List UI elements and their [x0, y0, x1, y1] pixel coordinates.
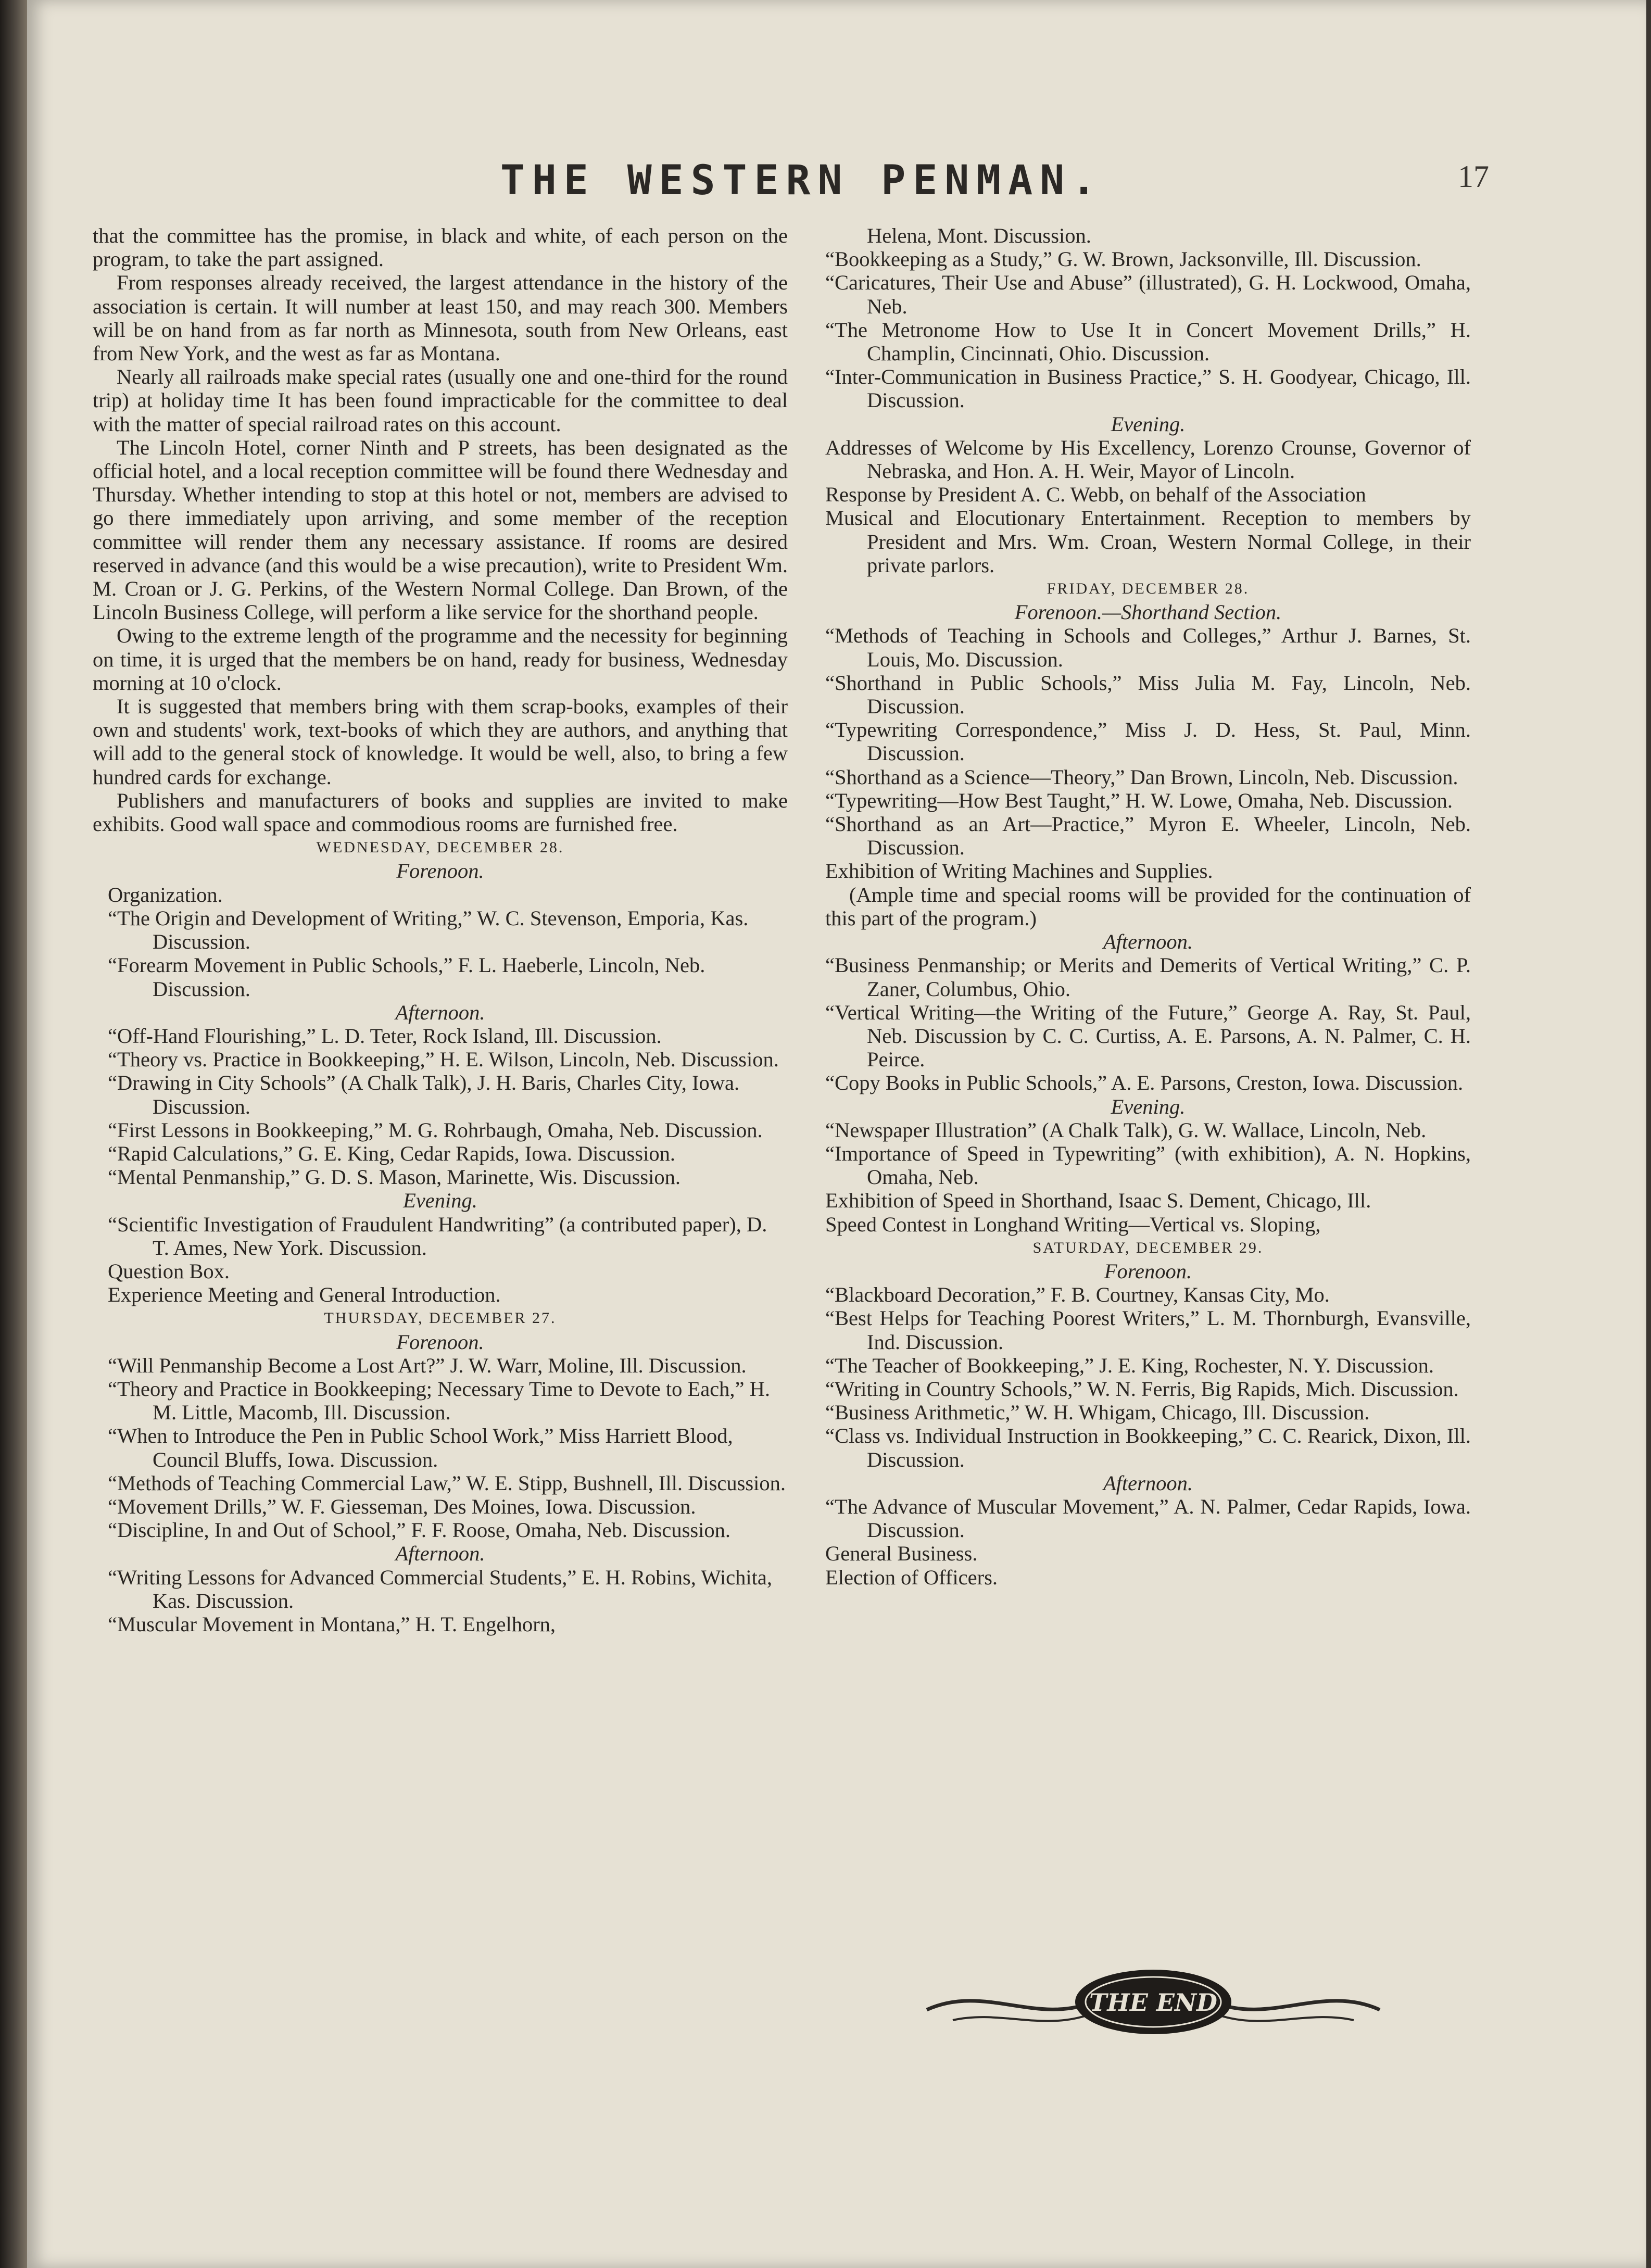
program-item: “Will Penmanship Become a Lost Art?” J. W. Warr, Moline, Ill. Discussion. — [108, 1353, 747, 1377]
program-item: “Typewriting—How Best Taught,” H. W. Lowe, Omaha, Neb. Discussion. — [825, 788, 1453, 812]
session-heading: Afternoon. — [1103, 930, 1193, 954]
program-item: “Bookkeeping as a Study,” G. W. Brown, Jacksonville, Ill. Discussion. — [825, 247, 1421, 271]
continued-line: Helena, Mont. Discussion. — [867, 224, 1091, 247]
program-item: “Importance of Speed in Typewriting” (with exhibition), A. N. Hopkins, Omaha, Neb. — [825, 1141, 1471, 1189]
paragraph: Owing to the extreme length of the programme and the necessity for beginning on time, it is urged that the members be on hand, ready for business, Wednesday morning at 10 o'clock. — [93, 624, 788, 695]
program-item: Response by President A. C. Webb, on behalf of the Association — [825, 483, 1366, 507]
program-list — [825, 1118, 1471, 1236]
program-list — [825, 436, 1471, 577]
program-item: “Writing Lessons for Advanced Commercial Students,” E. H. Robins, Wichita, Kas. Discussion. — [108, 1565, 773, 1612]
note: (Ample time and special rooms will be provided for the continuation of this part of the program.) — [825, 883, 1471, 930]
program-item: “Shorthand in Public Schools,” Miss Julia M. Fay, Lincoln, Neb. Discussion. — [825, 671, 1471, 719]
program-item: “Muscular Movement in Montana,” H. T. Engelhorn, — [108, 1612, 556, 1636]
program-item: “Typewriting Correspondence,” Miss J. D. Hess, St. Paul, Minn. Discussion. — [825, 718, 1471, 765]
program-item: “Blackboard Decoration,” F. B. Courtney, Kansas City, Mo. — [825, 1283, 1330, 1307]
program-item: “Vertical Writing—the Writing of the Future,” George A. Ray, St. Paul, Neb. Discussion by C. C. Curtiss, A. E. Parsons, A. N. Palmer, C. H. Peirce. — [825, 1000, 1471, 1072]
day-heading: FRIDAY, DECEMBER 28. — [1047, 580, 1250, 598]
paragraph: Publishers and manufacturers of books and supplies are invited to make exhibits. Good wall space and commodious rooms are furnished free. — [93, 788, 788, 836]
program-item: “The Origin and Development of Writing,” W. C. Stevenson, Emporia, Kas. Discussion. — [108, 906, 749, 954]
program-item: “First Lessons in Bookkeeping,” M. G. Rohrbaugh, Omaha, Neb. Discussion. — [108, 1118, 763, 1142]
program-item: “The Advance of Muscular Movement,” A. N. Palmer, Cedar Rapids, Iowa. Discussion. — [825, 1494, 1471, 1542]
day-heading: THURSDAY, DECEMBER 27. — [324, 1309, 557, 1327]
program-item: “Business Arithmetic,” W. H. Whigam, Chicago, Ill. Discussion. — [825, 1401, 1370, 1425]
program-list — [825, 953, 1471, 1094]
program-list — [825, 247, 1471, 412]
session-heading: Forenoon. — [396, 859, 484, 883]
program-item: “Caricatures, Their Use and Abuse” (illustrated), G. H. Lockwood, Omaha, Neb. — [825, 271, 1471, 318]
program-item: “Writing in Country Schools,” W. N. Ferris, Big Rapids, Mich. Discussion. — [825, 1377, 1459, 1401]
program-item: “The Metronome How to Use It in Concert Movement Drills,” H. Champlin, Cincinnati, Ohio. Discussion. — [825, 318, 1471, 366]
program-item: “Off-Hand Flourishing,” L. D. Teter, Rock Island, Ill. Discussion. — [108, 1024, 662, 1048]
right-column — [825, 224, 1471, 1589]
session-heading: Evening. — [1111, 412, 1186, 436]
program-list — [93, 1213, 788, 1307]
program-list — [93, 1024, 788, 1189]
left-column — [93, 224, 788, 1636]
program-item: “Shorthand as an Art—Practice,” Myron E. Wheeler, Lincoln, Neb. Discussion. — [825, 812, 1471, 860]
program-list — [93, 1566, 788, 1636]
program-list — [93, 1354, 788, 1542]
program-item: “Drawing in City Schools” (A Chalk Talk), J. H. Baris, Charles City, Iowa. Discussion. — [108, 1071, 740, 1118]
the-end-ornament — [922, 1963, 1385, 2041]
paragraph: From responses already received, the largest attendance in the history of the association is certain. It will number at least 150, and may reach 300. Members will be on hand from as far north as Minnesota, south from New Orleans, east from New York, and the west as far as Montana. — [93, 271, 788, 366]
program-item: “Class vs. Individual Instruction in Bookkeeping,” C. C. Rearick, Dixon, Ill. Discussion. — [825, 1424, 1471, 1471]
session-heading: Afternoon. — [395, 1000, 485, 1024]
session-heading: Evening. — [403, 1189, 477, 1213]
program-item: General Business. — [825, 1542, 978, 1566]
program-item: Exhibition of Speed in Shorthand, Isaac S. Dement, Chicago, Ill. — [825, 1189, 1371, 1213]
session-heading: Forenoon. — [396, 1330, 484, 1354]
program-list — [825, 1283, 1471, 1471]
program-item: “Theory and Practice in Bookkeeping; Necessary Time to Devote to Each,” H. M. Little, Macomb, Ill. Discussion. — [108, 1377, 771, 1425]
program-item: “Forearm Movement in Public Schools,” F. L. Haeberle, Lincoln, Neb. Discussion. — [108, 953, 705, 1001]
session-heading: Afternoon. — [1103, 1471, 1193, 1495]
program-item: Musical and Elocutionary Entertainment. Reception to members by President and Mrs. Wm. Croan, Western Normal College, in their private parlors. — [825, 506, 1471, 577]
program-item: Election of Officers. — [825, 1565, 998, 1589]
paragraph: that the committee has the promise, in black and white, of each person on the program, to take the part assigned. — [93, 224, 788, 271]
program-list — [825, 624, 1471, 883]
program-item: Question Box. — [108, 1259, 230, 1283]
program-item: Speed Contest in Longhand Writing—Vertical vs. Sloping, — [825, 1212, 1321, 1236]
paragraph: Nearly all railroads make special rates (usually one and one-third for the round trip) at holiday time It has been found impracticable for the committee to deal with the matter of special railroad rates on this account. — [93, 365, 788, 436]
program-item: “When to Introduce the Pen in Public School Work,” Miss Harriett Blood, Council Bluffs, Iowa. Discussion. — [108, 1424, 733, 1471]
program-item: Exhibition of Writing Machines and Supplies. — [825, 859, 1213, 883]
ornament-lettering: THE END — [1089, 1988, 1217, 2017]
session-heading: Afternoon. — [395, 1542, 485, 1566]
program-item: “Newspaper Illustration” (A Chalk Talk), G. W. Wallace, Lincoln, Neb. — [825, 1118, 1427, 1142]
program-item: “Methods of Teaching Commercial Law,” W. E. Stipp, Bushnell, Ill. Discussion. — [108, 1471, 786, 1495]
program-item: “Best Helps for Teaching Poorest Writers,” L. M. Thornburgh, Evansville, Ind. Discussion. — [825, 1306, 1471, 1354]
day-heading: WEDNESDAY, DECEMBER 28. — [316, 839, 564, 856]
masthead-title: THE WESTERN PENMAN. — [500, 157, 1104, 204]
paragraph: The Lincoln Hotel, corner Ninth and P streets, has been designated as the official hotel, and a local reception committee will be found there Wednesday and Thursday. Whether intending to stop at this hotel or not, members are advised to go there immediately upon arriving, and some member of the reception committee will render them any necessary assistance. If rooms are desired reserved in advance (and this would be a wise precaution), write to President Wm. M. Croan or J. G. Perkins, of the Western Normal College. Dan Brown, of the Lincoln Business College, will perform a like service for the shorthand people. — [93, 435, 788, 624]
book-spine-shadow — [0, 0, 31, 2268]
program-item: Addresses of Welcome by His Excellency, Lorenzo Crounse, Governor of Nebraska, and Hon. A. H. Weir, Mayor of Lincoln. — [825, 435, 1471, 483]
program-item: “Copy Books in Public Schools,” A. E. Parsons, Creston, Iowa. Discussion. — [825, 1071, 1464, 1095]
program-item: “Shorthand as a Science—Theory,” Dan Brown, Lincoln, Neb. Discussion. — [825, 765, 1458, 789]
page-number: 17 — [1458, 159, 1489, 194]
program-item: “Rapid Calculations,” G. E. King, Cedar Rapids, Iowa. Discussion. — [108, 1141, 675, 1165]
program-item: “Mental Penmanship,” G. D. S. Mason, Marinette, Wis. Discussion. — [108, 1165, 681, 1189]
program-item: “Methods of Teaching in Schools and Colleges,” Arthur J. Barnes, St. Louis, Mo. Discussion. — [825, 624, 1471, 671]
paragraph: It is suggested that members bring with them scrap-books, examples of their own and students' work, text-books of which they are authors, and anything that will add to the general stock of knowledge. It would be well, also, to bring a few hundred cards for exchange. — [93, 695, 788, 789]
program-item: “Business Penmanship; or Merits and Demerits of Vertical Writing,” C. P. Zaner, Columbus, Ohio. — [825, 953, 1471, 1001]
program-item: “Scientific Investigation of Fraudulent Handwriting” (a contributed paper), D. T. Ames, New York. Discussion. — [108, 1212, 767, 1259]
program-list — [825, 1495, 1471, 1589]
program-list — [93, 883, 788, 1001]
program-item: “Discipline, In and Out of School,” F. F. Roose, Omaha, Neb. Discussion. — [108, 1518, 730, 1542]
program-item: “Theory vs. Practice in Bookkeeping,” H. E. Wilson, Lincoln, Neb. Discussion. — [108, 1048, 779, 1072]
session-heading: Forenoon.—Shorthand Section. — [1014, 600, 1282, 624]
day-heading: SATURDAY, DECEMBER 29. — [1032, 1239, 1264, 1256]
program-item: “Inter-Communication in Business Practice,” S. H. Goodyear, Chicago, Ill. Discussion. — [825, 365, 1471, 412]
session-heading: Evening. — [1111, 1094, 1186, 1118]
session-heading: Forenoon. — [1104, 1259, 1192, 1283]
program-item: Organization. — [108, 883, 223, 906]
program-item: “Movement Drills,” W. F. Giesseman, Des Moines, Iowa. Discussion. — [108, 1494, 696, 1518]
program-item: “The Teacher of Bookkeeping,” J. E. King, Rochester, N. Y. Discussion. — [825, 1353, 1434, 1377]
program-item: Experience Meeting and General Introduction. — [108, 1283, 501, 1307]
